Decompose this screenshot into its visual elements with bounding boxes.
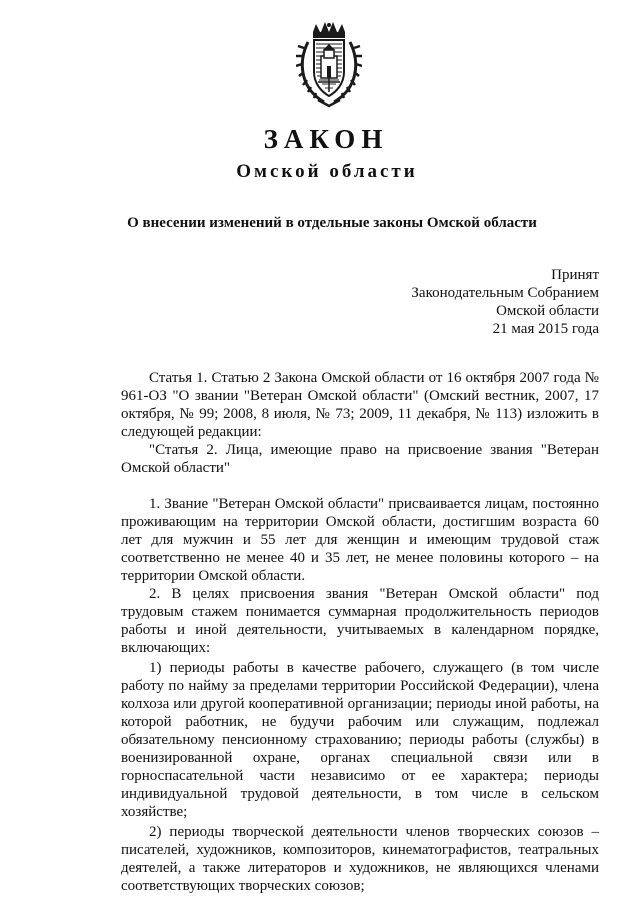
adoption-block <box>380 266 599 338</box>
adoption-line-3: Омской области <box>496 303 599 319</box>
subclause-2-paragraph: 2) периоды творческой деятельности членов творческих союзов – писателей, художников, композиторов, кинематографистов, театральных деятелей, а также литераторов и художников, не являющихся членами соответствующих творческих союзов; <box>121 824 599 894</box>
article-2-title-paragraph: "Статья 2. Лица, имеющие право на присвоение звания "Ветеран Омской области" <box>121 442 599 476</box>
article-1-paragraph: Статья 1. Статью 2 Закона Омской области от 16 октября 2007 года № 961-ОЗ "О звании "Ветеран Омской области" (Омский вестник, 2007, 17 октября, № 99; 2008, 8 июля, № 73; 2009, 11 декабря, № 113) изложить в следующей редакции: <box>121 370 599 440</box>
subclause-1-paragraph: 1) периоды работы в качестве рабочего, служащего (в том числе работу по найму за пределами территории Российской Федерации), члена колхоза или другой кооперативной организации; периоды иной работы, на которой работник, не будучи рабочим или служащим, подлежал обязательному пенсионному страхованию; периоды работы (службы) в военизированной охране, органах специальной связи или в горноспасательной части независимо от ее характера; периоды индивидуальной трудовой деятельности, в том числе в сельском хозяйстве; <box>121 660 599 820</box>
adoption-line-1: Принят <box>551 267 599 283</box>
clause-1-paragraph: 1. Звание "Ветеран Омской области" присваивается лицам, постоянно проживающим на территории Омской области, достигшим возраста 60 лет для мужчин и 55 лет для женщин и имеющим трудовой стаж соответственно не менее 40 и 35 лет, не менее половины которого – на территории Омской области. <box>121 496 599 584</box>
clause-2-paragraph: 2. В целях присвоения звания "Ветеран Омской области" под трудовым стажем понимается суммарная продолжительность периодов работы и иной деятельности, учитываемых в календарном порядке, включающих: <box>121 586 599 656</box>
document-heading: О внесении изменений в отдельные законы Омской области <box>127 215 537 231</box>
omsk-region-coat-of-arms-icon <box>296 22 362 108</box>
document-subtitle: Омской области <box>236 161 418 182</box>
document-body <box>121 369 599 895</box>
document-title: ЗАКОН <box>263 124 389 154</box>
adoption-line-2: Законодательным Собранием <box>411 285 599 301</box>
adoption-date: 21 мая 2015 года <box>492 321 599 337</box>
